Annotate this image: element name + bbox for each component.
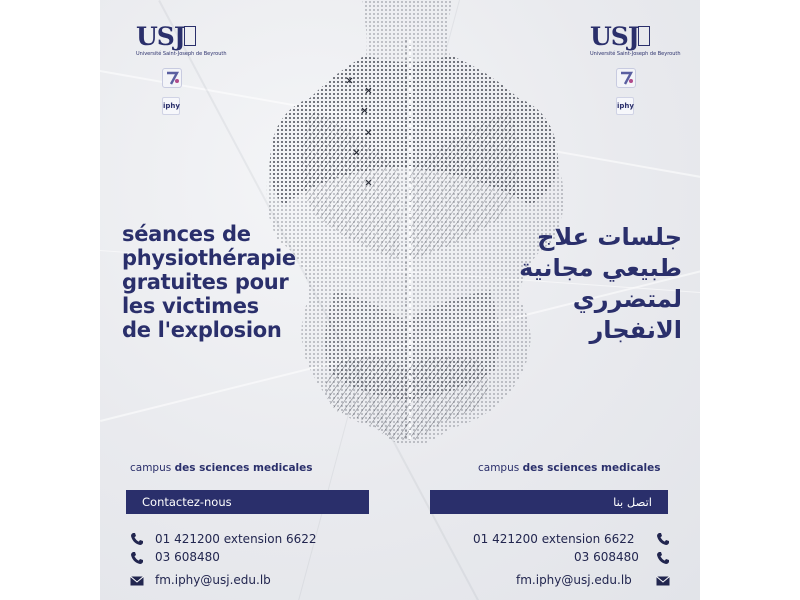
campus-label-right: campus des sciences medicales bbox=[478, 462, 661, 474]
faculty-emblem-icon bbox=[162, 68, 182, 88]
phone-number-1[interactable]: 01 421200 extension 6622 bbox=[155, 532, 317, 546]
usj-emblem-icon bbox=[184, 26, 196, 46]
phone-icon bbox=[130, 551, 144, 565]
iphy-logo-icon: iphy bbox=[162, 97, 180, 115]
contact-bar-french: Contactez-nous bbox=[126, 490, 369, 514]
contact-bar-arabic: اتصل بنا bbox=[430, 490, 668, 514]
envelope-icon bbox=[656, 574, 670, 588]
phone-number-2[interactable]: 03 608480 bbox=[155, 550, 220, 564]
iphy-logo-icon: iphy bbox=[616, 97, 634, 115]
envelope-icon bbox=[130, 574, 144, 588]
phone-number-2[interactable]: 03 608480 bbox=[574, 550, 639, 564]
usj-logo-right bbox=[590, 24, 681, 57]
headline-french: séances de physiothérapie gratuites pour les victimes de l'explosion bbox=[122, 222, 296, 342]
usj-wordmark: USJ bbox=[136, 22, 185, 51]
usj-subtitle: Université Saint-Joseph de Beyrouth bbox=[590, 51, 681, 57]
phone-icon bbox=[656, 551, 670, 565]
faculty-emblem-icon bbox=[616, 68, 636, 88]
usj-logo-left bbox=[136, 24, 227, 57]
phone-number-1[interactable]: 01 421200 extension 6622 bbox=[473, 532, 635, 546]
phone-icon bbox=[656, 532, 670, 546]
phone-icon bbox=[130, 532, 144, 546]
email-address[interactable]: fm.iphy@usj.edu.lb bbox=[155, 573, 271, 587]
usj-subtitle: Université Saint-Joseph de Beyrouth bbox=[136, 51, 227, 57]
email-address[interactable]: fm.iphy@usj.edu.lb bbox=[516, 573, 632, 587]
poster bbox=[100, 0, 700, 600]
usj-wordmark: USJ bbox=[590, 22, 639, 51]
headline-arabic: جلسات علاج طبيعي مجانية لمتضرري الانفجار bbox=[519, 223, 682, 344]
usj-emblem-icon bbox=[638, 26, 650, 46]
campus-label-left: campus des sciences medicales bbox=[130, 462, 313, 474]
